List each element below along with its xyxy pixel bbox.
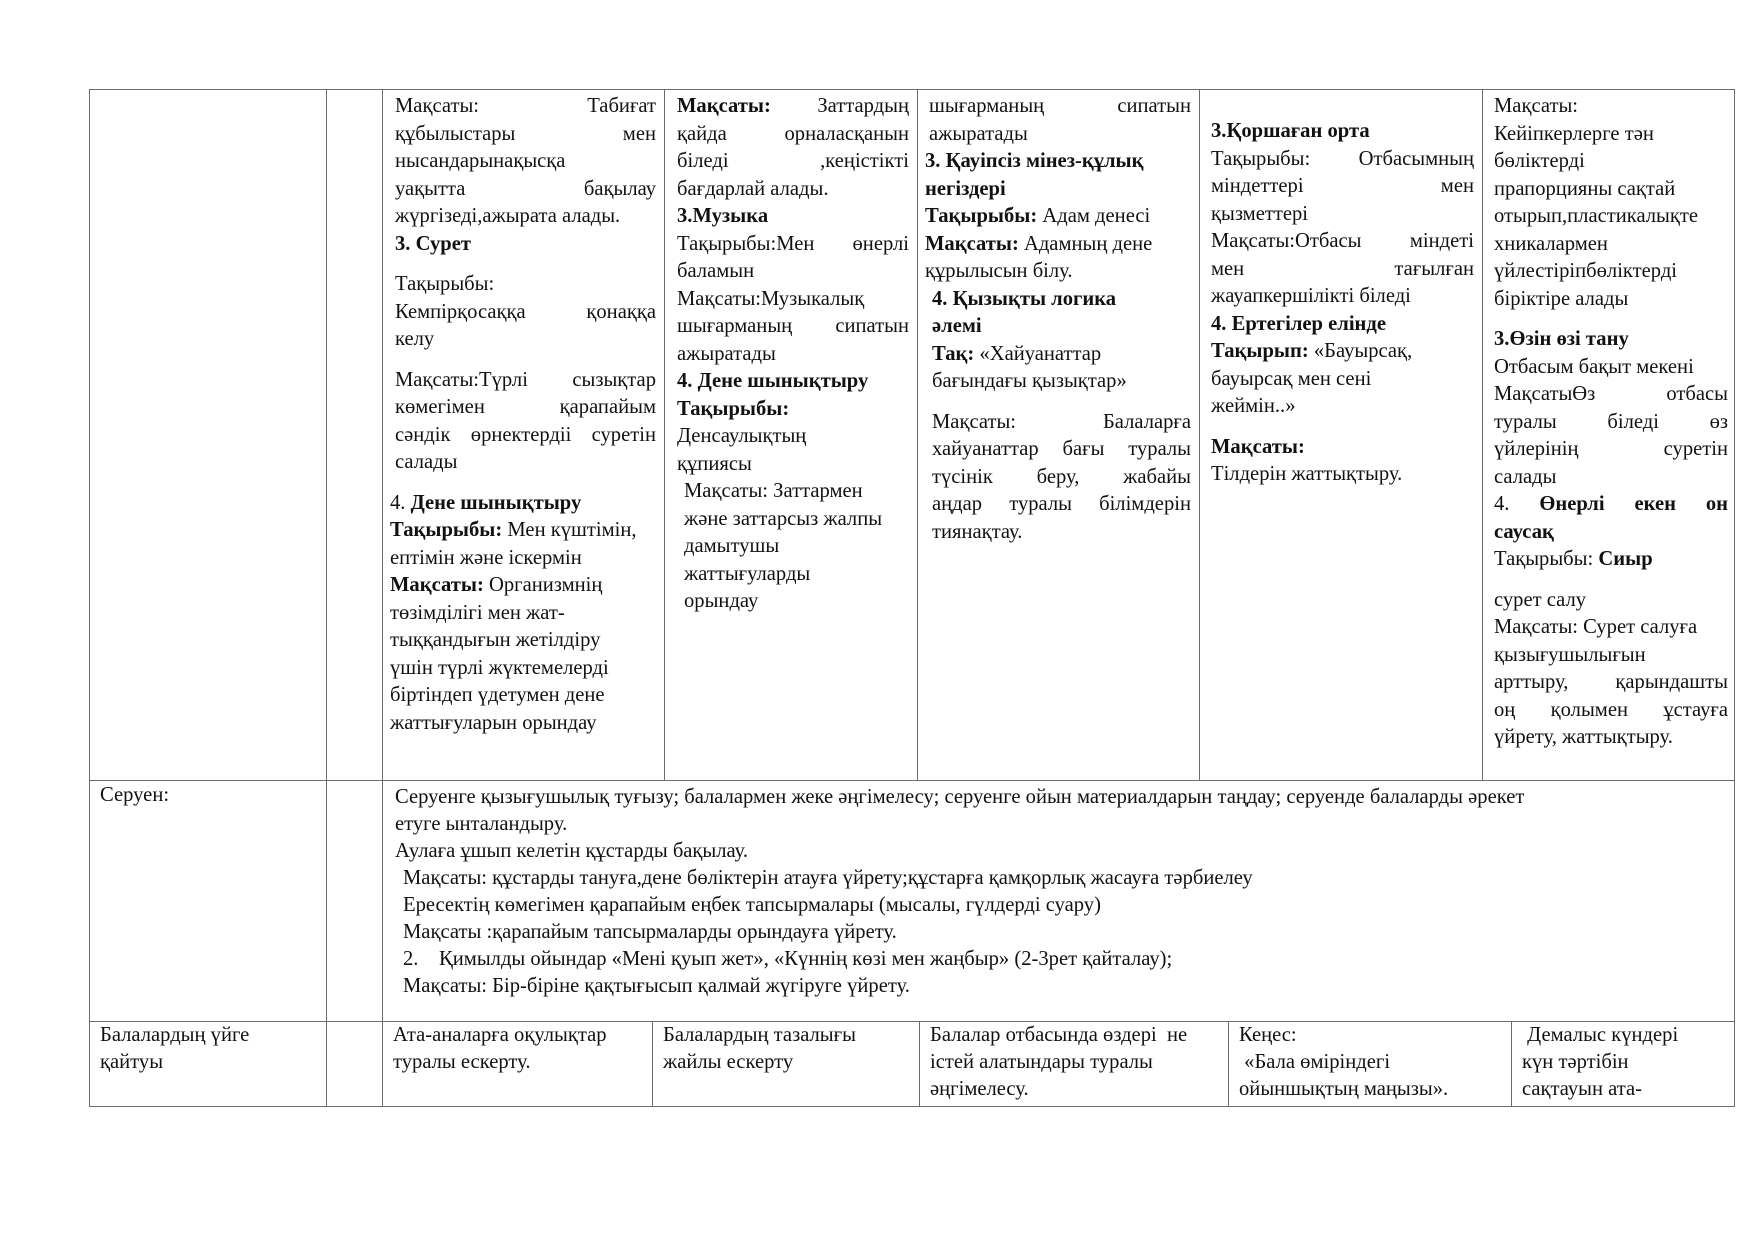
topic-line: Тақырыбы: Сиыр xyxy=(1494,548,1653,570)
goal-line: Мақсаты: Организмнің xyxy=(390,574,603,596)
time-cell xyxy=(326,90,382,780)
text-line: Тақырыбы: xyxy=(395,273,495,295)
text-line: үшін түрлі жүктемелерді xyxy=(390,656,609,679)
text-line: оң қолымен ұстауға xyxy=(1494,698,1728,721)
row-label: Балалардың үйге xyxy=(100,1024,250,1046)
text-line: Серуенге қызығушылық туғызу; балалармен жеке әңгімелесу; серуенге ойын материалдарын таңдау; серуенде балаларды әрекет xyxy=(395,786,1525,808)
text-line: жайлы ескерту xyxy=(663,1051,794,1073)
goal-line: Мақсаты: Адамның дене xyxy=(925,232,1153,255)
text-line: әңгімелесу. xyxy=(930,1078,1029,1100)
text-line: аңдар туралы білімдерін xyxy=(932,493,1191,515)
text-line: үйлерінің суретін xyxy=(1494,438,1728,460)
text-line: Мақсаты:Отбасы міндеті xyxy=(1211,230,1474,252)
text-line: Аулаға ұшып келетін құстарды бақылау. xyxy=(395,840,749,862)
text-line: ажыратады xyxy=(929,122,1028,145)
section-heading: негіздері xyxy=(925,177,1006,200)
text-line: салады xyxy=(1494,465,1557,488)
text-line: Мақсаты: Заттармен xyxy=(684,480,863,502)
text-line: жауапкершілікті біледі xyxy=(1211,285,1411,307)
text-line: міндеттері мен xyxy=(1211,175,1474,197)
text-line: үйрету, жаттықтыру. xyxy=(1494,726,1673,748)
row-label-cell xyxy=(90,90,326,780)
text-line: туралы ескерту. xyxy=(393,1051,531,1073)
text-line: Балалар отбасында өздері не xyxy=(930,1024,1188,1046)
text-line: және заттарсыз жалпы xyxy=(684,507,883,530)
topic-label: Тақырыбы: xyxy=(677,397,790,420)
going-home-row xyxy=(89,1021,1735,1107)
text-line: салады xyxy=(395,451,458,473)
text-line: құпиясы xyxy=(677,452,752,475)
text-line: Балалардың тазалығы xyxy=(663,1024,856,1046)
row-label: қайтуы xyxy=(100,1051,164,1073)
text-line: жаттығуларын орындау xyxy=(390,711,597,734)
section-heading: саусақ xyxy=(1494,520,1554,543)
text-line: Мақсаты: Сурет салуға xyxy=(1494,616,1698,638)
text-line: Мақсаты:Түрлі сызықтар xyxy=(395,368,656,391)
section-heading: 4. Дене шынықтыру xyxy=(677,370,869,392)
text-line: «Бала өміріндегі xyxy=(1239,1051,1391,1073)
text-line: туралы біледі өз xyxy=(1494,410,1728,433)
row-label: Серуен: xyxy=(100,784,170,806)
section-heading: 3. Сурет xyxy=(395,232,471,255)
text-line: нысандарынақысқа xyxy=(395,150,566,172)
text-line: сәндік өрнектердіі суретін xyxy=(395,423,656,446)
home-cell-day1 xyxy=(382,1021,652,1106)
home-cell-day3 xyxy=(919,1021,1228,1106)
text-line: жүргізеді,ажырата алады. xyxy=(395,205,621,227)
text-line: Мақсаты :қарапайым тапсырмаларды орындауға үйрету. xyxy=(403,921,897,943)
activity-cell-day1 xyxy=(382,90,664,780)
home-cell-day2 xyxy=(652,1021,919,1106)
text-line: Тілдерін жаттықтыру. xyxy=(1211,463,1403,485)
text-line: үйлестіріпбөліктерді xyxy=(1494,260,1678,282)
text-line: Отбасым бақыт мекені xyxy=(1494,355,1694,378)
text-line: тиянақтау. xyxy=(932,520,1023,543)
text-line: Ата-аналарға оқулықтар xyxy=(393,1024,607,1046)
text-line: Мақсаты: құстарды тануға,дене бөліктерін атауға үйрету;құстарға қамқорлық жасауға тәрбиелеу xyxy=(403,867,1253,889)
topic-line: Тақырып: «Бауырсақ, xyxy=(1211,340,1413,362)
text-line: құбылыстары мен xyxy=(395,122,656,145)
topic-line: Тақ: «Хайуанаттар xyxy=(932,342,1102,365)
row-label-cell xyxy=(90,781,326,1021)
goal-line: Мақсаты: Заттардың xyxy=(677,95,909,117)
text-line: күн тәртібін xyxy=(1522,1051,1629,1073)
text-line: қайда орналасқанын xyxy=(677,122,909,145)
section-heading: 4. Қызықты логика xyxy=(932,287,1117,310)
text-line: тыққандығын жетілдіру xyxy=(390,629,601,651)
text-line: Мақсаты: Балаларға xyxy=(932,410,1191,433)
text-line: қызметтері xyxy=(1211,202,1309,225)
topic-line: Тақырыбы: Адам денесі xyxy=(925,205,1151,227)
text-line: Тақырыбы:Мен өнерлі xyxy=(677,232,909,255)
section-heading: 3.Қоршаған орта xyxy=(1211,120,1370,142)
text-line: прапорцияны сақтай xyxy=(1494,177,1676,200)
section-heading: 3. Қауіпсіз мінез-құлық xyxy=(925,150,1144,172)
walk-content-cell xyxy=(382,781,1736,1021)
section-heading: 4. Өнерлі екен он xyxy=(1494,493,1728,515)
text-line: төзімділігі мен жат- xyxy=(390,601,565,624)
text-line: Мақсаты: Бір-біріне қақтығысып қалмай жүгіруге үйрету. xyxy=(403,975,910,997)
text-line: шығарманың сипатын xyxy=(677,315,909,337)
text-line: Кемпірқосаққа қонаққа xyxy=(395,300,656,323)
text-line: Мақсаты:Музыкалық xyxy=(677,287,865,310)
activities-row xyxy=(89,89,1735,781)
text-line: істей алатындары туралы xyxy=(930,1051,1153,1073)
text-line: Денсаулықтың xyxy=(677,425,807,447)
text-line: 2. Қимылды ойындар «Мені қуып жет», «Күннің көзі мен жаңбыр» (2-3рет қайталау); xyxy=(403,948,1173,970)
row-label-cell xyxy=(90,1021,326,1106)
text-line: Ересектің көмегімен қарапайым еңбек тапсырмалары (мысалы, гүлдерді суару) xyxy=(403,894,1101,916)
text-line: ойыншықтың маңызы». xyxy=(1239,1078,1449,1100)
text-line: МақсатыӨз отбасы xyxy=(1494,383,1728,405)
text-line: ажыратады xyxy=(677,342,776,365)
activity-cell-day4 xyxy=(1199,90,1482,780)
text-line: Демалыс күндері xyxy=(1522,1024,1679,1046)
text-line: бағындағы қызықтар» xyxy=(932,370,1127,392)
text-line: ептімін және іскермін xyxy=(390,546,582,569)
text-line: бағдарлай алады. xyxy=(677,177,829,200)
goal-label: Мақсаты: xyxy=(1211,435,1305,458)
walk-row xyxy=(89,780,1735,1022)
text-line: Мақсаты: xyxy=(1494,95,1579,117)
text-line: баламын xyxy=(677,260,755,282)
text-line: сурет салу xyxy=(1494,588,1587,611)
time-cell xyxy=(326,781,382,1021)
activity-cell-day2 xyxy=(664,90,917,780)
section-heading: әлемі xyxy=(932,315,982,337)
text-line: бөліктерді xyxy=(1494,150,1585,172)
topic-line: Тақырыбы: Мен күштімін, xyxy=(390,519,637,541)
text-line: құрылысын білу. xyxy=(925,260,1073,282)
text-line: келу xyxy=(395,328,435,350)
text-line: Мақсаты: Табиғат xyxy=(395,95,656,117)
text-line: етуге ынталандыру. xyxy=(395,813,568,835)
text-line: хникалармен xyxy=(1494,232,1608,255)
section-heading: 3.Музыка xyxy=(677,205,769,227)
section-heading: 4. Ертегілер елінде xyxy=(1211,312,1386,335)
text-line: арттыру, қарындашты xyxy=(1494,671,1728,693)
text-line: орындау xyxy=(684,590,759,612)
text-line: хайуанаттар бағы туралы xyxy=(932,438,1191,460)
activity-cell-day5 xyxy=(1482,90,1736,780)
section-heading: 3.Өзін өзі тану xyxy=(1494,328,1629,350)
section-heading: 4. Дене шынықтыру xyxy=(390,491,582,514)
text-line: жаттығуларды xyxy=(684,562,811,585)
text-line: түсінік беру, жабайы xyxy=(932,465,1191,488)
text-line: Тақырыбы: Отбасымның xyxy=(1211,147,1474,170)
text-line: отырып,пластикалықте xyxy=(1494,205,1699,227)
text-line: көмегімен қарапайым xyxy=(395,396,656,418)
home-cell-day5 xyxy=(1511,1021,1736,1106)
text-line: дамытушы xyxy=(684,535,780,557)
text-line: біртіндеп үдетумен дене xyxy=(390,684,605,706)
text-line: қызығушылығын xyxy=(1494,643,1646,666)
text-line: сақтауын ата- xyxy=(1522,1078,1643,1100)
text-line: бауырсақ мен сені xyxy=(1211,367,1372,390)
time-cell xyxy=(326,1021,382,1106)
text-line: жеймін..» xyxy=(1211,395,1296,417)
text-line: біледі ,кеңістікті xyxy=(677,150,909,172)
text-line: Кеңес: xyxy=(1239,1024,1297,1046)
text-line: уақытта бақылау xyxy=(395,177,656,200)
text-line: шығарманың сипатын xyxy=(929,95,1191,117)
text-line: біріктіре алады xyxy=(1494,287,1629,310)
text-line: мен тағылған xyxy=(1211,257,1474,280)
activity-cell-day3 xyxy=(917,90,1199,780)
text-line: Кейіпкерлерге тән xyxy=(1494,122,1654,145)
home-cell-day4 xyxy=(1228,1021,1511,1106)
